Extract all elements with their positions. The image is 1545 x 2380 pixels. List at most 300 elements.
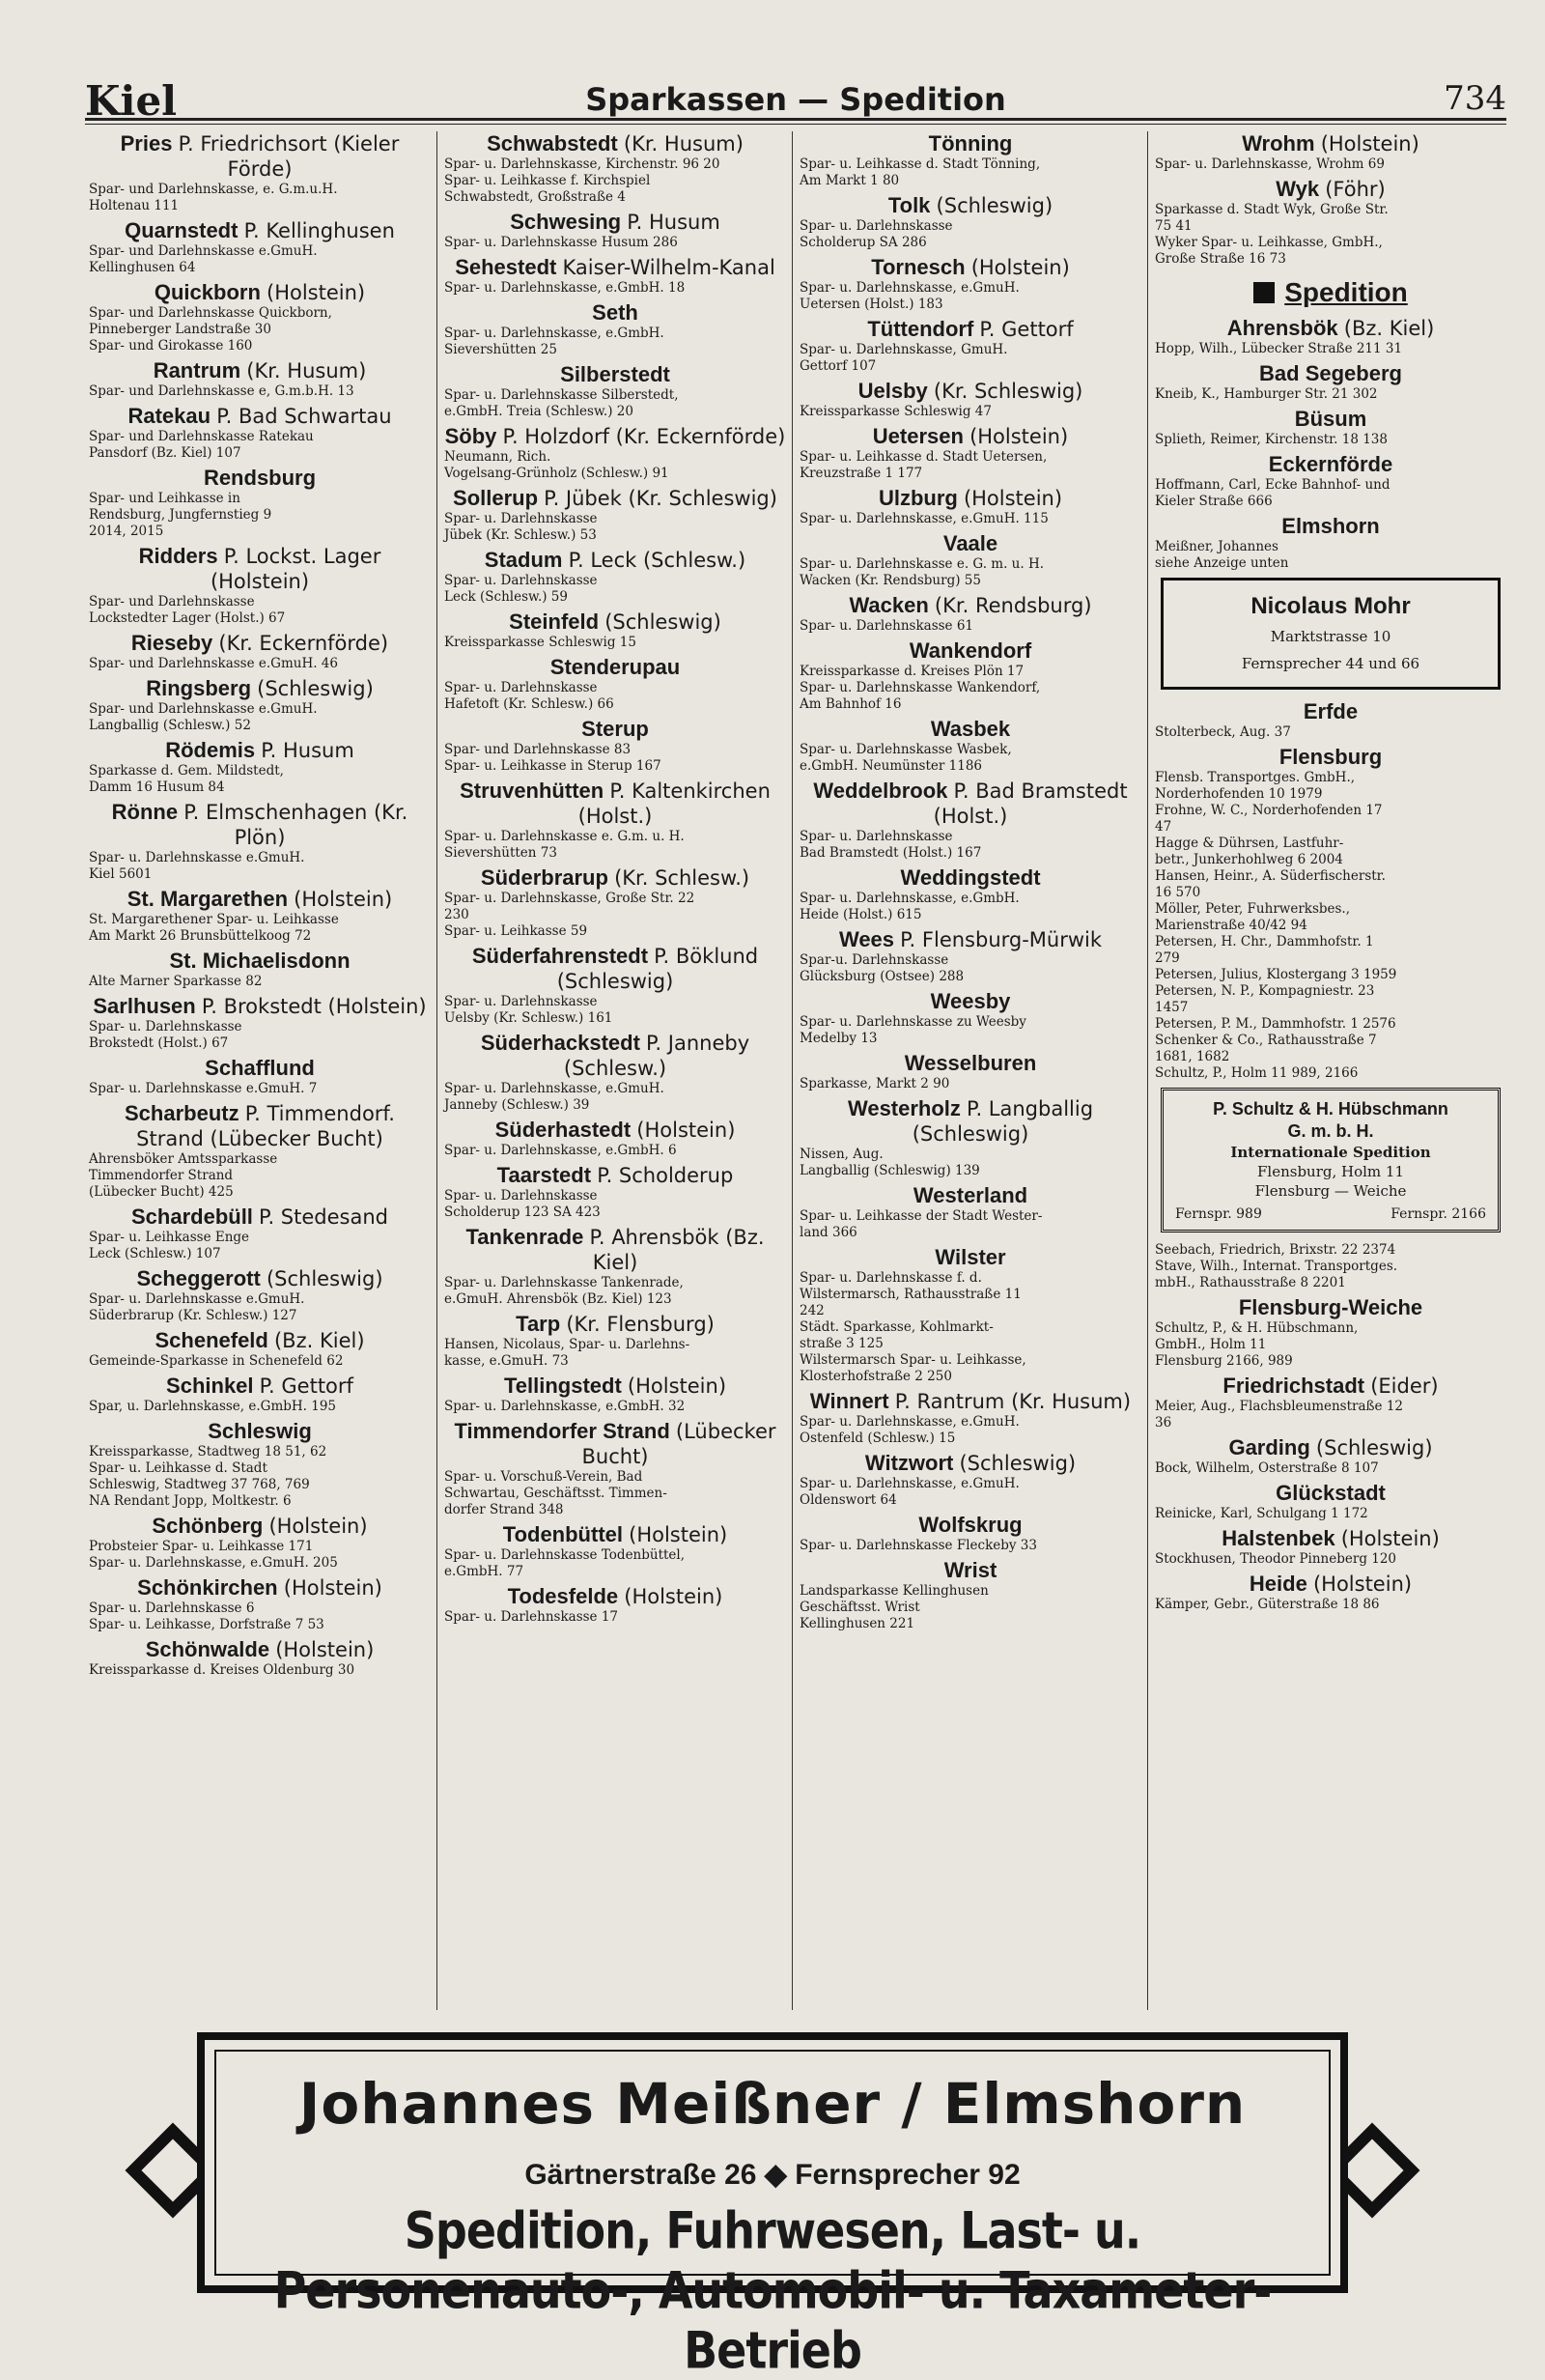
- place-name: Heide: [1249, 1572, 1307, 1596]
- listing-line: Spar- und Leihkasse in: [89, 491, 240, 506]
- listing-line: betr., Junkerhohlweg 6 2004: [1155, 852, 1343, 867]
- place-name: Stadum: [484, 548, 563, 572]
- listing-entry: [440, 1312, 790, 1370]
- listing-entry: [85, 1056, 435, 1097]
- listing-line: Hafetoft (Kr. Schlesw.) 66: [444, 696, 614, 712]
- schultz-phone-2: Fernspr. 2166: [1390, 1206, 1486, 1222]
- listing-line: Spar- u. Darlehnskasse, e.GmuH.: [800, 280, 1020, 296]
- listing-line: Spar- u. Darlehnskasse, e.GmuH.: [800, 1476, 1020, 1491]
- listing-entry: [440, 1374, 790, 1415]
- place-heading: [440, 1163, 790, 1188]
- place-name: Todenbüttel: [502, 1522, 623, 1546]
- listing-entry: [85, 1575, 435, 1633]
- listing-line: Spar, u. Darlehnskasse, e.GmbH. 195: [89, 1399, 337, 1414]
- listing-line: Stockhusen, Theodor Pinneberg 120: [1155, 1551, 1397, 1567]
- place-heading: [796, 131, 1145, 156]
- listing-entry: [85, 1101, 435, 1201]
- listing-entry: [796, 1245, 1145, 1385]
- listing-entry: [796, 379, 1145, 420]
- listing-entry: [85, 544, 435, 627]
- listing-line: Möller, Peter, Fuhrwerksbes.,: [1155, 901, 1351, 917]
- page-number: 734: [1444, 79, 1506, 118]
- place-heading: [440, 1312, 790, 1337]
- listing-entry: [796, 424, 1145, 482]
- place-heading: [796, 1558, 1145, 1583]
- listing-line: Schenker & Co., Rathausstraße 7: [1155, 1033, 1377, 1048]
- place-heading: [440, 779, 790, 829]
- place-qualifier: P. Bad Schwartau: [216, 405, 392, 428]
- listing-line: Spar- und Darlehnskasse, e. G.m.u.H.: [89, 182, 338, 197]
- place-heading: [796, 593, 1145, 618]
- schultz-form: G. m. b. H.: [1287, 1121, 1374, 1141]
- place-qualifier: P. Gettorf: [979, 318, 1074, 341]
- listing-line: Petersen, Julius, Klostergang 3 1959: [1155, 967, 1397, 982]
- listing-entry: [85, 358, 435, 400]
- listing-line: Spar- und Darlehnskasse: [89, 594, 255, 609]
- mohr-ad-box: [1161, 578, 1501, 690]
- column-divider: [436, 131, 437, 2010]
- listing-line: Alte Marner Sparkasse 82: [89, 974, 263, 989]
- listing-line: Uelsby (Kr. Schlesw.) 161: [444, 1010, 613, 1026]
- listing-line: Spar- u. Leihkasse Enge: [89, 1230, 250, 1245]
- listing-entry: [85, 949, 435, 990]
- listing-entry: [1151, 1435, 1510, 1477]
- listing-line: Schwabstedt, Großstraße 4: [444, 189, 626, 205]
- listing-line: Spar- u. Darlehnskasse Fleckeby 33: [800, 1538, 1037, 1553]
- listing-entry: [796, 989, 1145, 1047]
- listing-line: Spar- u. Darlehnskasse: [444, 680, 598, 695]
- place-qualifier: P. Ahrensbök (Bz. Kiel): [589, 1226, 765, 1274]
- place-heading: [85, 800, 435, 850]
- listing-entry: [440, 210, 790, 251]
- listing-entry: [1151, 361, 1510, 403]
- listing-line: Spar- u. Darlehnskasse: [444, 573, 598, 588]
- place-qualifier: (Eider): [1370, 1374, 1439, 1398]
- place-heading: [1151, 1435, 1510, 1460]
- listing-line: Petersen, H. Chr., Dammhofstr. 1: [1155, 934, 1374, 949]
- listing-entry: [85, 887, 435, 945]
- listing-line: Wacken (Kr. Rendsburg) 55: [800, 573, 981, 588]
- listing-line: Petersen, P. M., Dammhofstr. 1 2576: [1155, 1016, 1396, 1032]
- listing-line: Spar- u. Darlehnskasse, Große Str. 22: [444, 891, 695, 906]
- place-heading: [85, 1637, 435, 1662]
- place-heading: [796, 1051, 1145, 1076]
- place-heading: [85, 218, 435, 243]
- place-name: Westerholz: [847, 1096, 961, 1120]
- listing-line: e.GmuH. Ahrensbök (Bz. Kiel) 123: [444, 1291, 672, 1307]
- listing-line: Spar- u. Leihkasse der Stadt Wester-: [800, 1208, 1043, 1224]
- listing-entry: [796, 927, 1145, 985]
- place-heading: [440, 609, 790, 635]
- column-3: [796, 131, 1145, 2010]
- place-heading: [85, 887, 435, 912]
- place-heading: [796, 865, 1145, 891]
- listing-entry: [796, 1389, 1145, 1447]
- place-qualifier: P. Scholderup: [597, 1164, 734, 1187]
- place-name: Wyk: [1276, 177, 1320, 201]
- listing-line: 36: [1155, 1415, 1172, 1431]
- listing-entry: [796, 193, 1145, 251]
- listing-line: Spar- u. Darlehnskasse, e.GmbH. 6: [444, 1143, 677, 1158]
- listing-entry: [1151, 316, 1510, 357]
- place-name: Tornesch: [871, 255, 966, 279]
- listing-line: 1681, 1682: [1155, 1049, 1230, 1064]
- listing-entry: [796, 593, 1145, 635]
- place-heading: [796, 1096, 1145, 1147]
- listing-line: Stave, Wilh., Internat. Transportges.: [1155, 1259, 1398, 1274]
- listing-entry: [1151, 745, 1510, 1082]
- listing-entry: [796, 1183, 1145, 1241]
- place-heading: [440, 1118, 790, 1143]
- listing-line: Kieler Straße 666: [1155, 494, 1273, 509]
- place-qualifier: P. Friedrichsort (Kieler Förde): [178, 132, 400, 181]
- place-heading: [796, 717, 1145, 742]
- listing-line: Nissen, Aug.: [800, 1147, 884, 1162]
- listing-entry: [85, 404, 435, 462]
- place-qualifier: (Kr. Husum): [246, 359, 367, 382]
- listing-line: Kreissparkasse d. Kreises Oldenburg 30: [89, 1662, 355, 1678]
- listing-entry: [85, 218, 435, 276]
- schultz-phone-1: Fernspr. 989: [1175, 1206, 1262, 1222]
- spedition-listings-2: [1151, 699, 1510, 1082]
- place-name: Schönkirchen: [137, 1575, 278, 1600]
- place-heading: [440, 1225, 790, 1275]
- place-heading: [1151, 177, 1510, 202]
- listing-line: Scholderup SA 286: [800, 235, 927, 250]
- listing-line: Langballig (Schlesw.) 52: [89, 718, 251, 733]
- section-heading: [1151, 277, 1510, 308]
- listing-line: Spar- u. Darlehnskasse, Kirchenstr. 96 20: [444, 156, 720, 172]
- place-qualifier: (Schleswig): [257, 677, 374, 700]
- listing-line: (Lübecker Bucht) 425: [89, 1184, 234, 1200]
- listing-line: Petersen, N. P., Kompagniestr. 23: [1155, 983, 1375, 999]
- place-qualifier: P. Gettorf: [259, 1374, 353, 1398]
- listing-line: Schwartau, Geschäftsst. Timmen-: [444, 1486, 667, 1501]
- place-qualifier: P. Langballig (Schleswig): [912, 1097, 1094, 1146]
- listing-line: Spar- u. Darlehnskasse: [444, 1188, 598, 1204]
- place-heading: [440, 1374, 790, 1399]
- place-qualifier: P. Elmschenhagen (Kr. Plön): [183, 801, 408, 849]
- listing-line: Sievershütten 25: [444, 342, 557, 357]
- place-qualifier: P. Bad Bramstedt (Holst.): [933, 779, 1128, 828]
- listing-entry: [796, 486, 1145, 527]
- listing-entry: [440, 865, 790, 940]
- listing-line: e.GmbH. 77: [444, 1564, 524, 1579]
- listing-line: Meier, Aug., Flachsbleumenstraße 12: [1155, 1399, 1404, 1414]
- place-qualifier: P. Leck (Schlesw.): [568, 549, 746, 572]
- place-qualifier: (Föhr): [1325, 178, 1386, 201]
- listing-entry: [440, 1118, 790, 1159]
- listing-entry: [1151, 1526, 1510, 1568]
- listing-line: Spar- u. Darlehnskasse e.GmuH. 7: [89, 1081, 318, 1096]
- place-qualifier: (Kr. Husum): [623, 132, 744, 156]
- place-qualifier: P. Timmendorf. Strand (Lübecker Bucht): [136, 1102, 395, 1150]
- place-name: Schwesing: [510, 210, 622, 234]
- place-qualifier: P. Kellinghusen: [243, 219, 395, 242]
- listing-line: Kämper, Gebr., Güterstraße 18 86: [1155, 1597, 1380, 1612]
- place-qualifier: P. Janneby (Schlesw.): [563, 1032, 750, 1080]
- listing-line: Kreissparkasse Schleswig 47: [800, 404, 992, 419]
- listing-entry: [440, 255, 790, 297]
- listing-line: Spar- und Darlehnskasse e.GmuH. 46: [89, 656, 338, 671]
- place-qualifier: P. Husum: [261, 739, 354, 762]
- listing-line: Spar- u. Darlehnskasse Todenbüttel,: [444, 1547, 686, 1563]
- listing-line: Marienstraße 40/42 94: [1155, 918, 1307, 933]
- listing-line: Flensb. Transportges. GmbH.,: [1155, 770, 1356, 785]
- listing-entry: [440, 717, 790, 775]
- listing-line: NA Rendant Jopp, Moltkestr. 6: [89, 1493, 292, 1509]
- listing-entry: [85, 631, 435, 672]
- listing-line: e.GmbH. Neumünster 1186: [800, 758, 982, 774]
- place-name: Uetersen: [872, 424, 964, 448]
- listing-line: Splieth, Reimer, Kirchenstr. 18 138: [1155, 432, 1388, 447]
- listing-line: Heide (Holst.) 615: [800, 907, 922, 922]
- listing-line: Kiel 5601: [89, 866, 153, 882]
- schultz-name: P. Schultz & H. Hübschmann: [1213, 1099, 1448, 1119]
- listing-line: mbH., Rathausstraße 8 2201: [1155, 1275, 1346, 1290]
- schultz-tagline: Internationale Spedition: [1230, 1144, 1431, 1161]
- place-name: Pries: [120, 131, 173, 156]
- place-qualifier: (Bz. Kiel): [1343, 317, 1435, 340]
- square-bullet-icon: [1253, 282, 1275, 303]
- place-qualifier: (Schleswig): [266, 1267, 383, 1290]
- place-heading: [1151, 1572, 1510, 1597]
- listing-entry: [85, 1514, 435, 1572]
- place-qualifier: (Holstein): [963, 487, 1063, 510]
- place-heading: [796, 1183, 1145, 1208]
- place-heading: [796, 193, 1145, 218]
- listing-line: Kreissparkasse Schleswig 15: [444, 635, 636, 650]
- place-heading: [440, 548, 790, 573]
- place-qualifier: Kaiser-Wilhelm-Kanal: [562, 256, 775, 279]
- place-name: Rendsburg: [203, 466, 317, 490]
- listing-line: Spar- und Girokasse 160: [89, 338, 253, 354]
- listing-line: Frohne, W. C., Norderhofenden 17: [1155, 803, 1383, 818]
- listing-line: Spar- u. Leihkasse, Dorfstraße 7 53: [89, 1617, 324, 1632]
- listing-line: Vogelsang-Grünholz (Schlesw.) 91: [444, 466, 669, 481]
- place-heading: [440, 1419, 790, 1469]
- place-qualifier: (Kr. Schlesw.): [614, 866, 750, 890]
- place-heading: [85, 1204, 435, 1230]
- place-heading: [796, 1245, 1145, 1270]
- place-name: Ridders: [138, 544, 218, 568]
- place-name: Scharbeutz: [125, 1101, 239, 1125]
- place-heading: [85, 994, 435, 1019]
- place-name: Eckernförde: [1268, 452, 1393, 476]
- place-qualifier: (Holstein): [970, 256, 1070, 279]
- listing-line: Spar- u. Darlehnskasse: [89, 1019, 242, 1034]
- listing-entry: [1151, 407, 1510, 448]
- place-heading: [1151, 361, 1510, 386]
- place-name: Weesby: [930, 989, 1011, 1013]
- listing-line: Glücksburg (Ostsee) 288: [800, 969, 965, 984]
- place-heading: [796, 779, 1145, 829]
- listing-line: Spar- u. Darlehnskasse, e.GmbH.: [444, 326, 664, 341]
- listing-line: Wilstermarsch, Rathausstraße 11: [800, 1287, 1022, 1302]
- listing-entry: [440, 1031, 790, 1114]
- place-heading: [440, 486, 790, 511]
- place-name: Silberstedt: [560, 362, 670, 386]
- place-name: Seth: [592, 300, 638, 325]
- place-name: Quickborn: [154, 280, 261, 304]
- place-heading: [1151, 131, 1510, 156]
- listing-line: 16 570: [1155, 885, 1201, 900]
- listing-line: Geschäftsst. Wrist: [800, 1600, 920, 1615]
- place-name: Rönne: [111, 800, 179, 824]
- meissner-advertisement: [197, 2032, 1348, 2380]
- listing-line: Spar- und Darlehnskasse Quickborn,: [89, 305, 332, 321]
- listing-entry: [85, 1204, 435, 1262]
- listing-entry: [440, 486, 790, 544]
- place-name: Vaale: [942, 531, 998, 555]
- listing-line: Reinicke, Karl, Schulgang 1 172: [1155, 1506, 1368, 1521]
- place-name: Tönning: [928, 131, 1013, 156]
- listing-line: Oldenswort 64: [800, 1492, 897, 1508]
- listing-line: Damm 16 Husum 84: [89, 779, 225, 795]
- spedition-listings-3: [1151, 1242, 1510, 1613]
- listing-line: Langballig (Schleswig) 139: [800, 1163, 980, 1178]
- listing-line: St. Margarethener Spar- u. Leihkasse: [89, 912, 339, 927]
- listing-line: Spar- u. Darlehnskasse 17: [444, 1609, 619, 1625]
- listing-line: Hansen, Nicolaus, Spar- u. Darlehns-: [444, 1337, 690, 1352]
- place-qualifier: (Holstein): [267, 281, 366, 304]
- place-name: Süderhackstedt: [480, 1031, 640, 1055]
- listing-line: Klosterhofstraße 2 250: [800, 1369, 952, 1384]
- header-city: Kiel: [85, 77, 178, 125]
- place-qualifier: (Lübecker Bucht): [581, 1420, 776, 1468]
- schultz-ad-box: [1161, 1088, 1501, 1232]
- place-name: Tankenrade: [465, 1225, 584, 1249]
- listing-line: Spar- u. Darlehnskasse e.GmuH.: [89, 850, 305, 865]
- listing-entry: [440, 1225, 790, 1308]
- listing-line: Spar- u. Leihkasse 59: [444, 923, 588, 939]
- listing-line: siehe Anzeige unten: [1155, 555, 1289, 571]
- place-name: Elmshorn: [1281, 514, 1380, 538]
- mohr-address: Marktstrasse 10: [1270, 628, 1391, 645]
- listing-line: Landsparkasse Kellinghusen: [800, 1583, 989, 1599]
- listing-entry: [796, 779, 1145, 862]
- place-heading: [796, 255, 1145, 280]
- place-heading: [85, 1266, 435, 1291]
- listing-line: Wyker Spar- u. Leihkasse, GmbH.,: [1155, 235, 1383, 250]
- column-1: [85, 131, 435, 2010]
- listing-entry: [1151, 1295, 1510, 1370]
- mohr-name: Nicolaus Mohr: [1250, 593, 1411, 619]
- listing-entry: [796, 255, 1145, 313]
- place-name: Schardebüll: [131, 1204, 253, 1229]
- listing-entry: [440, 1163, 790, 1221]
- listing-line: Medelby 13: [800, 1031, 878, 1046]
- place-name: Wesselburen: [904, 1051, 1037, 1075]
- listing-line: Spar- und Darlehnskasse 83: [444, 742, 632, 757]
- place-qualifier: (Schleswig): [604, 610, 721, 634]
- listing-line: Spar- u. Leihkasse d. Stadt Tönning,: [800, 156, 1041, 172]
- place-name: Timmendorfer Strand: [454, 1419, 670, 1443]
- listing-entry: [440, 300, 790, 358]
- header-rule: [85, 118, 1506, 121]
- listing-line: Janneby (Schlesw.) 39: [444, 1097, 590, 1113]
- listing-line: Sparkasse d. Gem. Mildstedt,: [89, 763, 284, 779]
- place-heading: [440, 1031, 790, 1081]
- listing-entry: [796, 865, 1145, 923]
- place-name: Westerland: [913, 1183, 1028, 1207]
- listing-line: 279: [1155, 950, 1180, 966]
- listing-entry: [85, 994, 435, 1052]
- listing-line: Hoffmann, Carl, Ecke Bahnhof- und: [1155, 477, 1390, 493]
- listing-entry: [1151, 1572, 1510, 1613]
- listing-line: Süderbrarup (Kr. Schlesw.) 127: [89, 1308, 297, 1323]
- listing-line: Spar- u. Leihkasse d. Stadt: [89, 1460, 267, 1476]
- listing-line: Spar- u. Darlehnskasse e. G. m. u. H.: [800, 556, 1045, 572]
- listing-line: Spar- u. Darlehnskasse Silberstedt,: [444, 387, 679, 403]
- place-heading: [85, 358, 435, 383]
- place-heading: [1151, 745, 1510, 770]
- place-name: Wrohm: [1242, 131, 1315, 156]
- listing-line: Sparkasse d. Stadt Wyk, Große Str.: [1155, 202, 1389, 217]
- listing-line: Spar- u. Darlehnskasse Wankendorf,: [800, 680, 1041, 695]
- place-heading: [85, 280, 435, 305]
- place-heading: [1151, 1481, 1510, 1506]
- ad-inner-border: [214, 2050, 1331, 2380]
- listing-line: Spar- u. Leihkasse f. Kirchspiel: [444, 173, 651, 188]
- place-name: Flensburg: [1278, 745, 1383, 769]
- listing-line: Stolterbeck, Aug. 37: [1155, 724, 1291, 740]
- place-name: Schönwalde: [145, 1637, 270, 1661]
- listing-entry: [796, 1513, 1145, 1554]
- column-4: [1151, 131, 1510, 2010]
- place-name: Wankendorf: [909, 638, 1032, 663]
- place-name: Rödemis: [165, 738, 256, 762]
- place-heading: [796, 927, 1145, 952]
- listing-line: Kreissparkasse, Stadtweg 18 51, 62: [89, 1444, 327, 1459]
- place-qualifier: P. Brokstedt (Holstein): [201, 995, 427, 1018]
- place-heading: [440, 362, 790, 387]
- place-qualifier: (Holstein): [283, 1576, 382, 1600]
- schultz-address-2: Flensburg — Weiche: [1254, 1182, 1407, 1200]
- place-heading: [796, 1513, 1145, 1538]
- place-qualifier: (Holstein): [629, 1523, 728, 1546]
- listing-line: Spar- u. Darlehnskasse, e.GmuH. 115: [800, 511, 1049, 526]
- place-name: Tolk: [887, 193, 931, 217]
- listing-line: Spar- u. Darlehnskasse, Wrohm 69: [1155, 156, 1385, 172]
- listing-line: Hagge & Dührsen, Lastfuhr-: [1155, 836, 1344, 851]
- listing-line: Spar- u. Darlehnskasse, e.GmuH.: [444, 1081, 664, 1096]
- place-name: Wees: [838, 927, 895, 951]
- listing-line: Sievershütten 73: [444, 845, 557, 861]
- place-qualifier: P. Rantrum (Kr. Husum): [894, 1390, 1132, 1413]
- listing-line: 75 41: [1155, 218, 1193, 234]
- place-name: Rieseby: [130, 631, 213, 655]
- listing-line: Spar- u. Darlehnskasse, e.GmuH.: [800, 1414, 1020, 1430]
- listing-line: Städt. Sparkasse, Kohlmarkt-: [800, 1319, 994, 1335]
- place-qualifier: (Kr. Eckernförde): [218, 632, 389, 655]
- place-heading: [796, 1389, 1145, 1414]
- place-qualifier: (Holstein): [268, 1515, 368, 1538]
- listing-entry: [440, 1584, 790, 1626]
- listing-line: Spar- u. Darlehnskasse Wasbek,: [800, 742, 1012, 757]
- ad-services: Spedition, Fuhrwesen, Last- u. Personenauto-, Automobil- u. Taxameter-Betrieb: [273, 2199, 1272, 2380]
- place-name: Schleswig: [208, 1419, 312, 1443]
- place-name: Garding: [1228, 1435, 1310, 1459]
- listing-line: Spar- u. Darlehnskasse Tankenrade,: [444, 1275, 684, 1290]
- place-heading: [85, 1101, 435, 1151]
- listing-line: Kreuzstraße 1 177: [800, 466, 923, 481]
- listing-entry: [796, 1096, 1145, 1179]
- place-heading: [1151, 514, 1510, 539]
- listing-line: Brokstedt (Holst.) 67: [89, 1035, 229, 1051]
- place-name: Wolfskrug: [918, 1513, 1023, 1537]
- listing-line: Hopp, Wilh., Lübecker Straße 211 31: [1155, 341, 1403, 356]
